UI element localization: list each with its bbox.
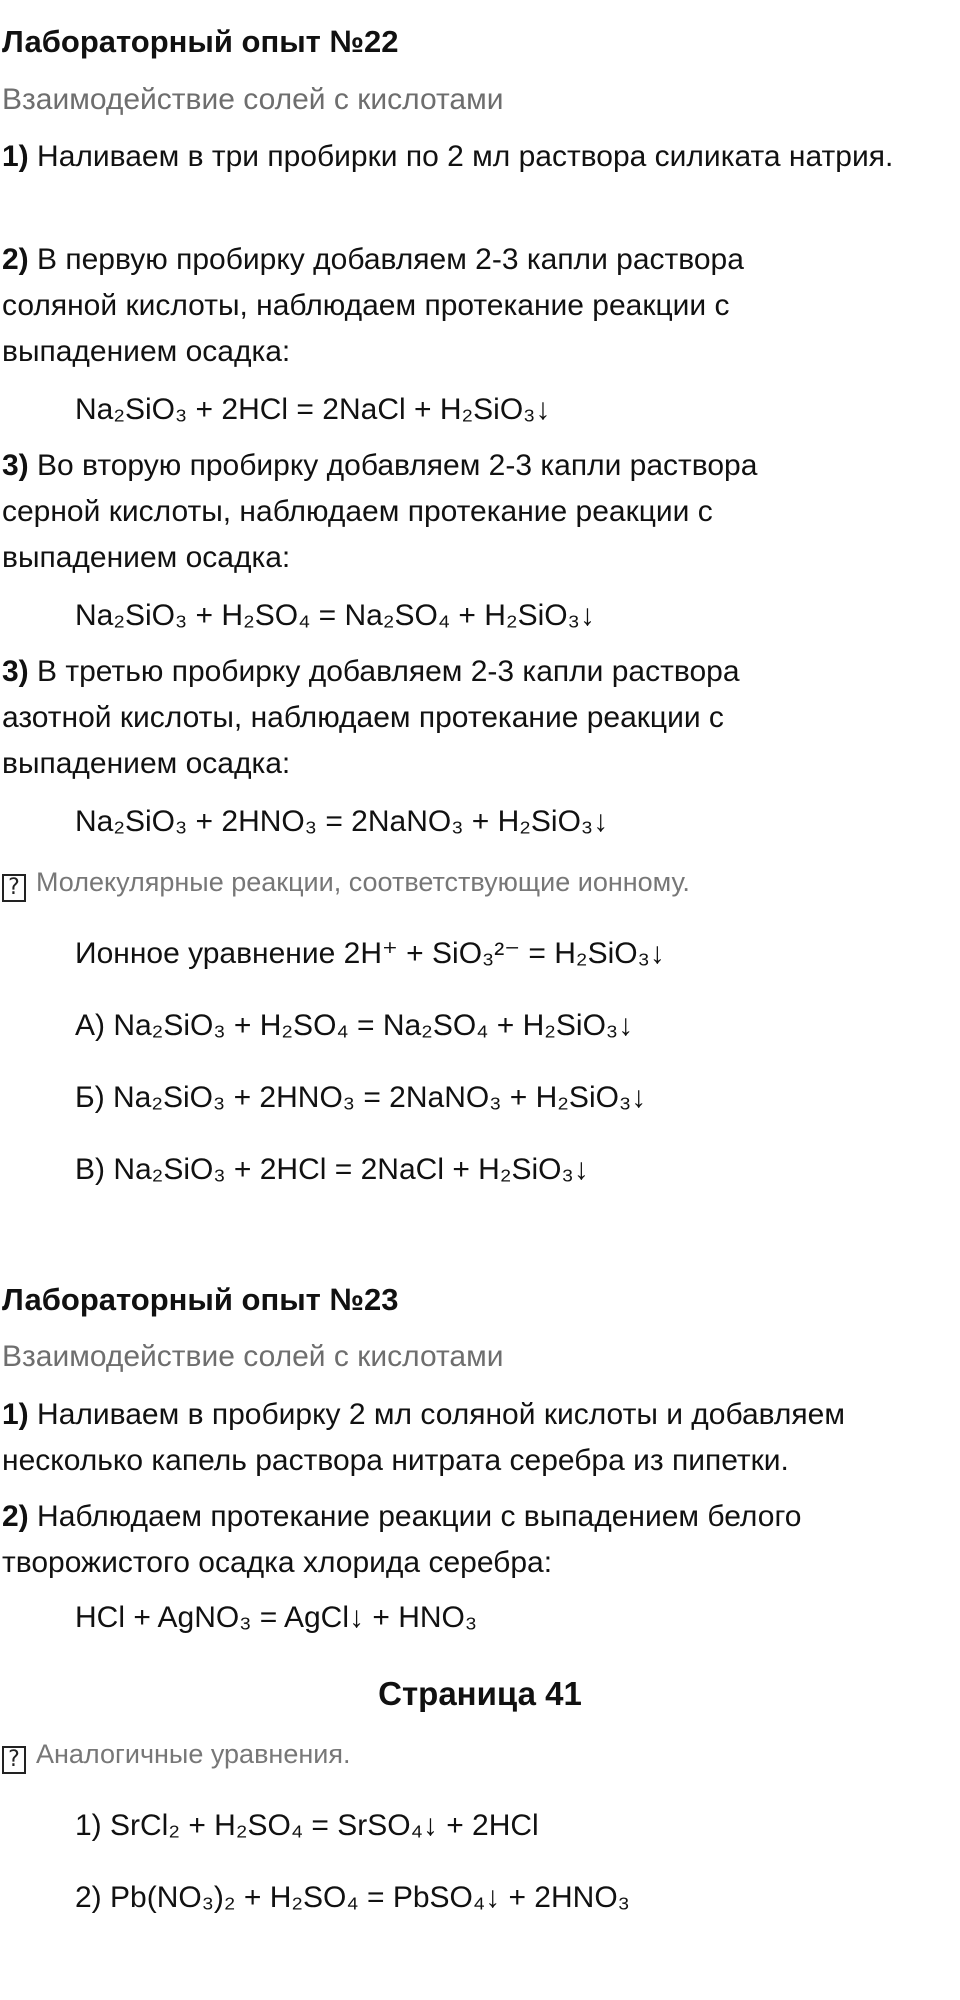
lab22-equation-3: Na₂SiO₃ + 2HNO₃ = 2NaNO₃ + H₂SiO₃↓ [75,805,609,838]
step-number: 1) [2,1398,29,1431]
lab23-step-2 [2,1494,942,1586]
step-number: 2) [2,1500,29,1533]
lab22-subtitle: Взаимодействие солей с кислотами [2,83,504,116]
page-heading: Страница 41 [378,1675,582,1712]
step-text: Во вторую пробирку добавляем 2-3 капли раствора серной кислоты, наблюдаем протекание реакции с выпадением осадка: [2,449,758,574]
lab22-step-1 [2,134,958,180]
lab22-step-4 [2,649,852,787]
lab22-ionic-equation: Ионное уравнение 2H⁺ + SiO₃²⁻ = H₂SiO₃↓ [75,937,665,970]
step-number: 3) [2,655,29,688]
step-text: В первую пробирку добавляем 2-3 капли раствора соляной кислоты, наблюдаем протекание реакции с выпадением осадка: [2,243,744,368]
lab23-subtitle: Взаимодействие солей с кислотами [2,1340,504,1373]
question-text: Молекулярные реакции, соответствующие ионному. [36,867,690,897]
step-number: 2) [2,243,29,276]
lab22-answer-a: А) Na₂SiO₃ + H₂SO₄ = Na₂SO₄ + H₂SiO₃↓ [75,1009,634,1042]
step-text: Наливаем в пробирку 2 мл соляной кислоты и добавляем несколько капель раствора нитрата серебра из пипетки. [2,1398,845,1477]
lab22-question [2,864,690,902]
lab23-equation: HCl + AgNO₃ = AgCl↓ + HNO₃ [75,1601,478,1634]
lab23-step-1 [2,1392,958,1484]
step-text: Наблюдаем протекание реакции с выпадением белого творожистого осадка хлорида серебра: [2,1500,802,1579]
step-text: В третью пробирку добавляем 2-3 капли раствора азотной кислоты, наблюдаем протекание реакции с выпадением осадка: [2,655,740,780]
step-number: 3) [2,449,29,482]
lab22-equation-1: Na₂SiO₃ + 2HCl = 2NaCl + H₂SiO₃↓ [75,393,551,426]
step-number: 1) [2,140,29,173]
question-box-icon: ? [2,1746,26,1774]
question-box-icon: ? [2,874,26,902]
lab22-title: Лабораторный опыт №22 [2,24,399,59]
lab22-answer-c: В) Na₂SiO₃ + 2HCl = 2NaCl + H₂SiO₃↓ [75,1153,589,1186]
page41-answer-1: 1) SrCl₂ + H₂SO₄ = SrSO₄↓ + 2HCl [75,1809,539,1842]
lab22-answer-b: Б) Na₂SiO₃ + 2HNO₃ = 2NaNO₃ + H₂SiO₃↓ [75,1081,647,1114]
lab22-equation-2: Na₂SiO₃ + H₂SO₄ = Na₂SO₄ + H₂SiO₃↓ [75,599,595,632]
step-text: Наливаем в три пробирки по 2 мл раствора силиката натрия. [37,140,894,173]
lab22-step-3 [2,443,852,581]
lab23-title: Лабораторный опыт №23 [2,1282,399,1317]
question-text: Аналогичные уравнения. [36,1739,351,1769]
lab22-step-2 [2,237,852,375]
page41-answer-2: 2) Pb(NO₃)₂ + H₂SO₄ = PbSO₄↓ + 2HNO₃ [75,1881,630,1914]
page41-question [2,1736,350,1774]
